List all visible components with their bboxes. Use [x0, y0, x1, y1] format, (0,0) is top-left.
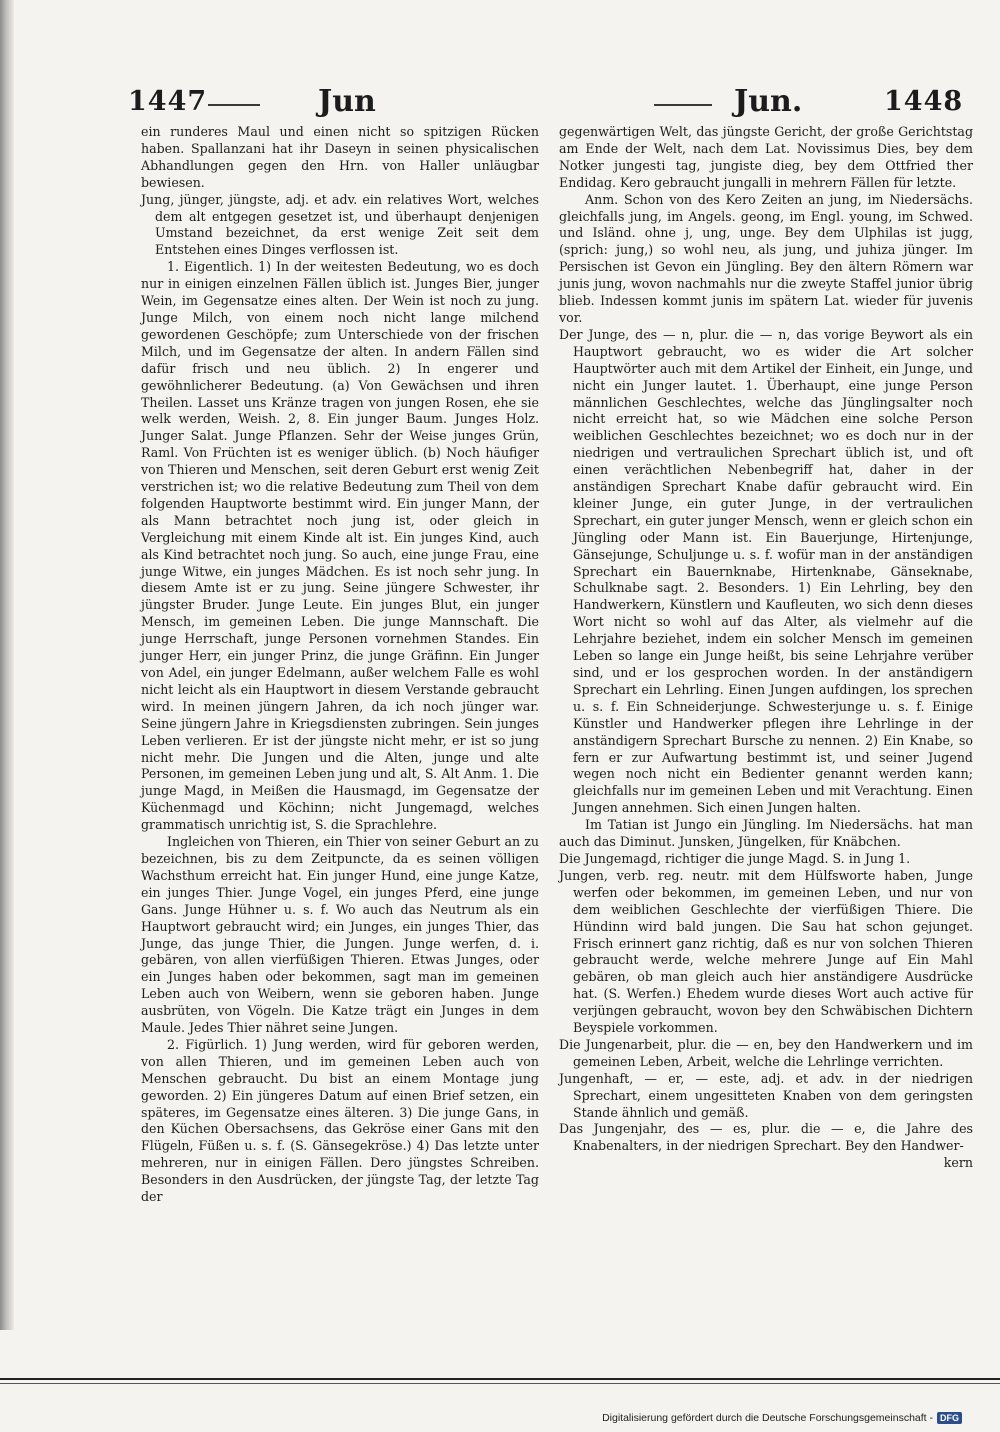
- right-text-column: [559, 124, 973, 1172]
- left-text-column: [141, 124, 539, 1206]
- right-paragraph: Jungenhaft, — er, — este, adj. et adv. in der niedrigen Sprechart, einem ungesitteten Knaben von dem geringsten Stande ähnlich und gemäß.: [559, 1070, 973, 1120]
- right-paragraph: Die Jungemagd, richtiger die junge Magd. S. in Jung 1.: [559, 850, 911, 866]
- credit-text: Digitalisierung gefördert durch die Deutsche Forschungsgemeinschaft -: [602, 1412, 933, 1424]
- catchword: kern: [943, 1155, 973, 1171]
- left-page-number: 1447: [128, 86, 208, 117]
- right-paragraph: Jungen, verb. reg. neutr. mit dem Hülfsworte haben, Junge werfen oder bekommen, im gemeinen Leben, und nur von dem weiblichen Geschlechte der vierfüßigen Thiere. Die Hündinn wird bald jungen. Die Sau hat schon gejunget. Frisch erinnert ganz richtig, daß es nur von solchen Thieren gebraucht werde, welche mehrere Junge auf Ein Mahl gebären, ob man gleich auch hier anständigere Ausdrücke hat. (S. Werfen.) Ehedem wurde dieses Wort auch active für verjüngen gebraucht, wovon bey den Schwäbischen Dichtern Beyspiele vorkommen.: [559, 867, 973, 1036]
- right-paragraph: Der Junge, des — n, plur. die — n, das vorige Beywort als ein Hauptwort gebraucht, wo es wider die Art solcher Hauptwörter auch mit dem Artikel der Einheit, ein Junge, und nicht ein Junger lautet. 1. Überhaupt, eine junge Person männlichen Geschlechtes, welche das Jünglingsalter noch nicht erreicht hat, so wie Mädchen eine solche Person weiblichen Geschlechtes bezeichnet; wo es doch nur in der niedrigen und vertraulichen Sprechart üblich ist, und oft einen verächtlichen Nebenbegriff hat, daher in der anständigen Sprechart Knabe dafür gebraucht wird. Ein kleiner Junge, ein guter Junge, in der vertraulichen Sprechart, ein guter junger Mensch, wenn er gleich schon ein Jüngling oder Mann ist. Ein Bauerjunge, Hirtenjunge, Gänsejunge, Schuljunge u. s. f. wofür man in der anständigen Sprechart ein Bauernknabe, Hirtenknabe, Gänseknabe, Schulknabe sagt. 2. Besonders. 1) Ein Lehrling, bey den Handwerkern, Künstlern und Kaufleuten, wo sich denn dieses Wort nicht so wohl auf das Alter, als vielmehr auf die Lehrjahre beziehet, indem ein solcher Mensch im gemeinen Leben so lange ein Junge heißt, bis seine Lehrjahre verüber sind, und er los gesprochen worden. In der anständigern Sprechart ein Lehrling. Einen Jungen aufdingen, los sprechen u. s. f. Ein Schneiderjunge. Schwesterjunge u. s. f. Einige Künstler und Handwerker pflegen ihre Lehrlinge in der anständigern Sprechart Bursche zu nennen. 2) Ein Knabe, so fern er zur Aufwartung bestimmt ist, und seiner Jugend wegen noch nicht ein Bedienter genannt werden kann; gleichfalls nur im gemeinen Leben und mit Verachtung. Einen Jungen annehmen. Sich einen Jungen halten.: [559, 326, 973, 816]
- right-paragraph: gegenwärtigen Welt, das jüngste Gericht, der große Gerichtstag am Ende der Welt, nach dem Lat. Novissimus Dies, bey dem Notker jungesti tag, jungiste dieg, bey dem Ottfried ther Endidag. Kero gebraucht jungalli in mehrern Fällen für letzte.: [559, 124, 973, 190]
- left-paragraph: 1. Eigentlich. 1) In der weitesten Bedeutung, wo es doch nur in einigen einzelnen Fällen üblich ist. Junges Bier, junger Wein, im Gegensatze eines alten. Der Wein ist noch zu jung. Junge Milch, von einem noch nicht lange milchend gewordenen Geschöpfe; zum Unterschiede von der frischen Milch, und im Gegensatze der alten. In andern Fällen sind dafür frisch und neu üblich. 2) In engerer und gewöhnlicherer Bedeutung. (a) Von Gewächsen und ihren Theilen. Lasset uns Kränze tragen von jungen Rosen, ehe sie welk werden, Weish. 2, 8. Ein junger Baum. Junges Holz. Junger Salat. Junge Pflanzen. Sehr der Weise junges Grün, Raml. Von Früchten ist es weniger üblich. (b) Noch häufiger von Thieren und Menschen, seit deren Geburt erst wenig Zeit verstrichen ist; wo die relative Bedeutung zum Theil von dem folgenden Hauptworte bestimmt wird. Ein junger Mann, der als Mann betrachtet noch jung ist, oder gleich in Vergleichung mit einem Kinde alt ist. Ein junges Kind, auch als Kind betrachtet noch jung. So auch, eine junge Frau, eine junge Witwe, ein junges Mädchen. Es ist noch sehr jung. In diesem Amte ist er zu jung. Seine jüngere Schwester, ihr jüngster Bruder. Junge Leute. Ein junges Blut, ein junger Mensch, im gemeinen Leben. Die junge Mannschaft. Die junge Herrschaft, junge Personen vornehmen Standes. Ein junger Herr, ein junger Prinz, die junge Gräfinn. Ein Junger von Adel, ein junger Edelmann, außer welchem Falle es wohl nicht leicht als ein Hauptwort in diesem Verstande gebraucht wird. In meinen jüngern Jahren, da ich noch jünger war. Seine jüngern Jahre in Kriegsdiensten zubringen. Sein junges Leben verlieren. Er ist der jüngste nicht mehr, er ist so jung nicht mehr. Die Jungen und die Alten, junge und alte Personen, im gemeinen Leben jung und alt, S. Alt Anm. 1. Die junge Magd, in Meißen die Hausmagd, im Gegensatze der Küchenmagd und Köchinn; nicht Jungemagd, welches grammatisch unrichtig ist, S. die Sprachlehre.: [141, 259, 539, 833]
- left-running-head: Jun: [318, 84, 376, 119]
- left-paragraph: Jung, jünger, jüngste, adj. et adv. ein relatives Wort, welches dem alt entgegen gesetzet ist, und überhaupt denjenigen Umstand bezeichnet, da erst wenige Zeit seit dem Entstehen eines Dinges verflossen ist.: [141, 191, 539, 258]
- left-paragraph: Ingleichen von Thieren, ein Thier von seiner Geburt an zu bezeichnen, bis zu dem Zeitpuncte, da es seinen völligen Wachsthum erreicht hat. Ein junger Hund, eine junge Katze, ein junges Thier. Junge Vogel, ein junges Pferd, eine junge Gans. Junge Hühner u. s. f. Wo auch das Neutrum als ein Hauptwort gebraucht wird; ein Junges, ein junges Thier, das Junge, das junge Thier, die Jungen. Junge werfen, d. i. gebären, von allen vierfüßigen Thieren. Etwas Junges, oder ein Junges haben oder bekommen, sagt man im gemeinen Leben auch von Weibern, wenn sie geboren haben. Junge ausbrüten, von Vögeln. Die Katze trägt ein Junges in dem Maule. Jedes Thier nähret seine Jungen.: [141, 834, 539, 1036]
- bottom-rule: [0, 1378, 1000, 1380]
- left-head-rule: [208, 104, 260, 106]
- digitization-credit: [602, 1412, 962, 1424]
- bottom-rule-secondary: [0, 1383, 1000, 1384]
- right-paragraph: Im Tatian ist Jungo ein Jüngling. Im Niedersächs. hat man auch das Diminut. Junsken, Jüngelken, für Knäbchen.: [559, 817, 973, 850]
- right-paragraph: Anm. Schon von des Kero Zeiten an jung, im Niedersächs. gleichfalls jung, im Angels. geong, im Engl. young, im Schwed. und Isländ. ohne j, ung, unge. Bey dem Ulphilas ist jugg, (sprich: jung,) so wohl neu, als jung, und juhiza jünger. Im Persischen ist Gevon ein Jüngling. Bey den ältern Römern war junis jung, wovon nachmahls nur die zweyte Staffel junior übrig blieb. Indessen kommt junis im spätern Lat. wieder für juvenis vor.: [559, 191, 973, 325]
- right-running-head: Jun.: [734, 84, 803, 119]
- dfg-logo-icon: DFG: [937, 1412, 962, 1424]
- right-paragraph: Das Jungenjahr, des — es, plur. die — e, die Jahre des Knabenalters, in der niedrigen Sprechart. Bey den Handwer-: [559, 1121, 973, 1154]
- right-head-rule: [654, 104, 712, 106]
- book-binding-edge: [0, 0, 14, 1330]
- right-page-number: 1448: [884, 86, 964, 117]
- left-paragraph: ein runderes Maul und einen nicht so spitzigen Rücken haben. Spallanzani hat ihr Daseyn in seinen physicalischen Abhandlungen gegen den Hrn. von Haller unläugbar bewiesen.: [141, 124, 539, 190]
- right-paragraph: Die Jungenarbeit, plur. die — en, bey den Handwerkern und im gemeinen Leben, Arbeit, welche die Lehrlinge verrichten.: [559, 1036, 973, 1069]
- left-paragraph: 2. Figürlich. 1) Jung werden, wird für geboren werden, von allen Thieren, und im gemeinen Leben auch von Menschen gebraucht. Du bist an einem Montage jung geworden. 2) Ein jüngeres Datum auf einen Brief setzen, ein späteres, im Gegensatze eines älteren. 3) Die junge Gans, in den Küchen Obersachsens, das Gekröse einer Gans mit den Flügeln, Füßen u. s. f. (S. Gänsegekröse.) 4) Das letzte unter mehreren, nur in einigen Fällen. Dero jüngstes Schreiben. Besonders in den Ausdrücken, der jüngste Tag, der letzte Tag der: [141, 1036, 539, 1205]
